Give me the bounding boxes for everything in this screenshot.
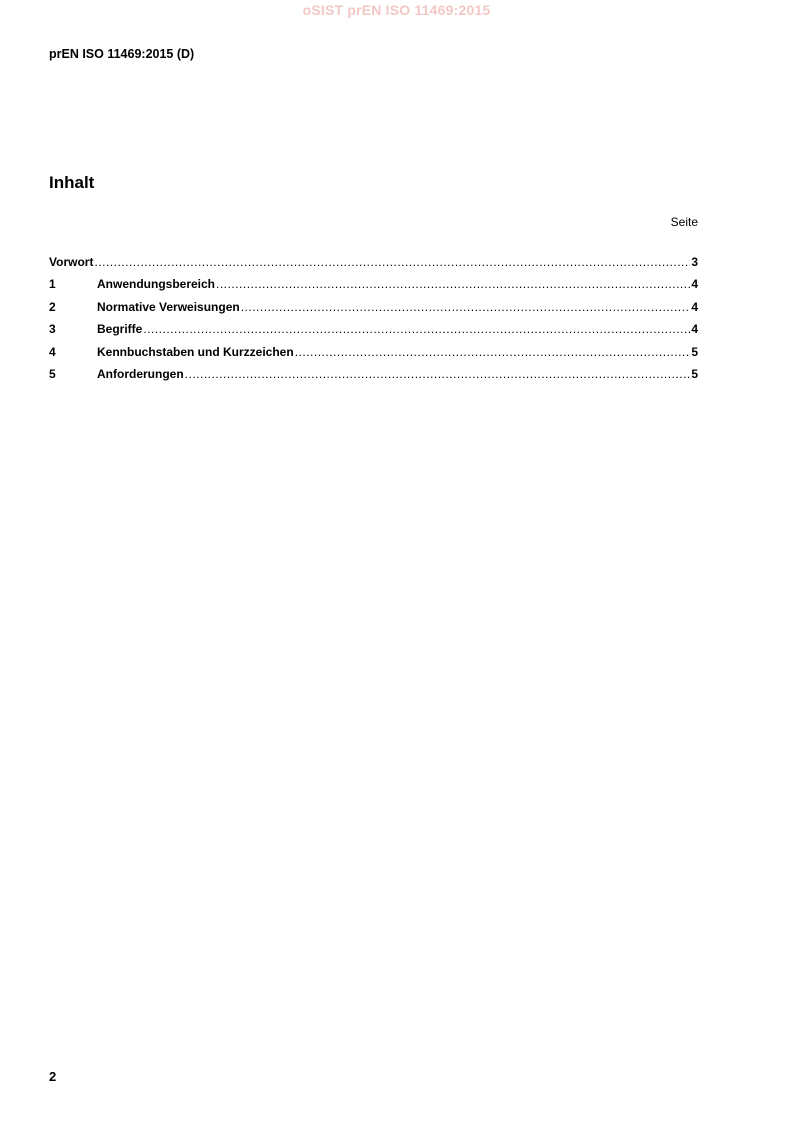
toc-entry-page: 5: [691, 366, 698, 381]
toc-entry-number: 5: [49, 366, 56, 381]
toc-entry-page: 3: [691, 255, 698, 269]
toc-entry-1[interactable]: [49, 277, 698, 299]
dot-leader: [94, 255, 690, 269]
toc-entry-title: Kennbuchstaben und Kurzzeichen: [97, 344, 294, 359]
toc-entry-page: 4: [691, 277, 698, 292]
page-number: 2: [49, 1069, 57, 1084]
toc-entry-3[interactable]: [49, 322, 698, 344]
toc-entry-number: 3: [49, 322, 56, 337]
toc-entry-number: 4: [49, 344, 56, 359]
toc-entry-vorwort[interactable]: [49, 255, 698, 277]
dot-leader: [216, 277, 690, 291]
page-column-label: Seite: [670, 215, 698, 229]
dot-leader: [143, 322, 690, 336]
toc-entry-page: 4: [691, 322, 698, 337]
toc-entry-page: 4: [691, 299, 698, 314]
toc-entry-number: 2: [49, 299, 56, 314]
toc-entry-5[interactable]: [49, 367, 698, 389]
table-of-contents: [49, 255, 698, 389]
toc-entry-page: 5: [691, 344, 698, 359]
toc-entry-title: Normative Verweisungen: [97, 299, 240, 314]
toc-entry-number: 1: [49, 277, 56, 292]
watermark: oSIST prEN ISO 11469:2015: [302, 2, 491, 18]
toc-entry-title: Anwendungsbereich: [97, 277, 216, 292]
toc-entry-2[interactable]: [49, 300, 698, 322]
toc-entry-4[interactable]: [49, 345, 698, 367]
dot-leader: [241, 300, 691, 314]
toc-entry-title: Begriffe: [97, 322, 143, 337]
dot-leader: [295, 345, 691, 359]
dot-leader: [185, 367, 691, 381]
toc-entry-title: Anforderungen: [97, 366, 184, 381]
toc-heading: Inhalt: [49, 173, 95, 192]
toc-entry-title: Vorwort: [49, 255, 94, 269]
document-identifier: prEN ISO 11469:2015 (D): [49, 47, 195, 61]
